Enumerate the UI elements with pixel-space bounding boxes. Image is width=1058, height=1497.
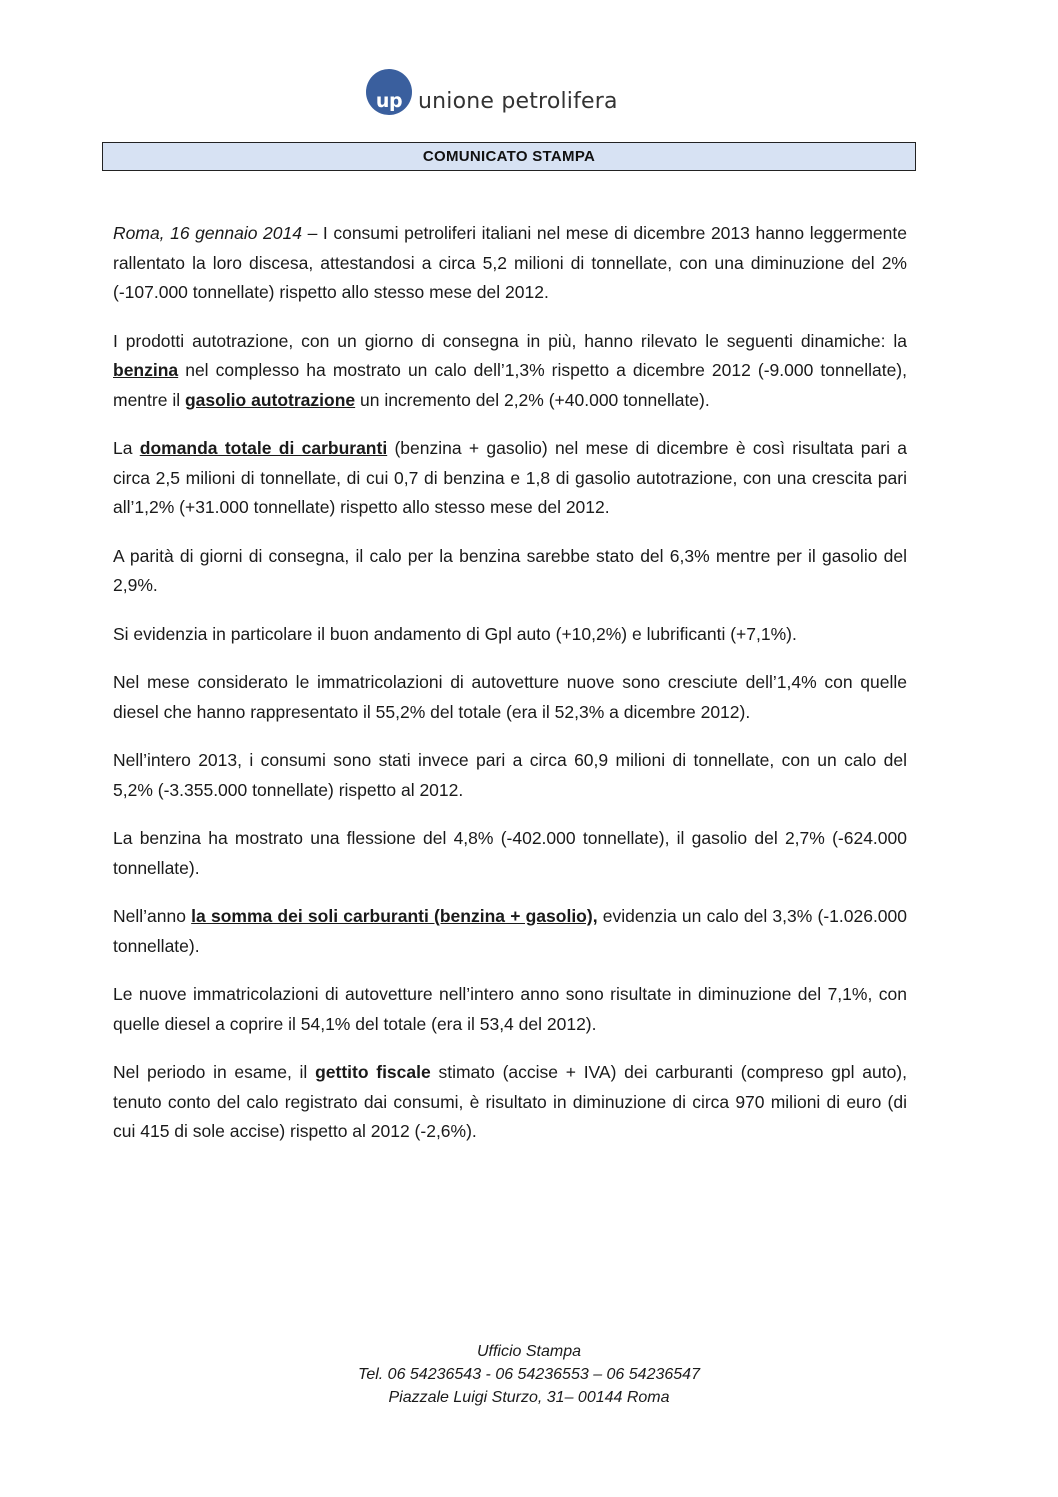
paragraph-1-text: – I consumi petroliferi italiani nel mese di dicembre 2013 hanno leggermente rallentato la loro discesa, attestandosi a circa 5,2 milioni di tonnellate, con una diminuzione del 2% (-107.000 tonnellate) rispetto allo stesso mese del 2012. xyxy=(113,223,907,302)
paragraph-5: Si evidenzia in particolare il buon andamento di Gpl auto (+10,2%) e lubrificanti (+7,1%). xyxy=(113,623,797,644)
paragraph-1 xyxy=(113,219,907,308)
press-release-body xyxy=(113,219,907,1166)
paragraph-3-text-a: La xyxy=(113,438,140,458)
paragraph-4: A parità di giorni di consegna, il calo per la benzina sarebbe stato del 6,3% mentre per il gasolio del 2,9%. xyxy=(113,545,907,595)
paragraph-3-text-b: (benzina + gasolio) nel mese di dicembre è così risultata pari a circa 2,5 milioni di tonnellate, di cui 0,7 di benzina e 1,8 di gasolio autotrazione, con una crescita pari all’1,2% (+31.000 tonnellate) rispetto allo stesso mese del 2012. xyxy=(113,438,907,517)
press-release-banner: COMUNICATO STAMPA xyxy=(102,142,916,171)
paragraph-10: Le nuove immatricolazioni di autovetture nell’intero anno sono risultate in diminuzione del 7,1%, con quelle diesel a coprire il 54,1% del totale (era il 53,4 del 2012). xyxy=(113,984,907,1034)
footer-phones: Tel. 06 54236543 - 06 54236553 – 06 54236547 xyxy=(358,1366,700,1383)
highlight-somma-carburanti: la somma dei soli carburanti (benzina + gasolio), xyxy=(191,906,598,926)
press-office-footer xyxy=(0,1340,1058,1409)
paragraph-6: Nel mese considerato le immatricolazioni di autovetture nuove sono cresciute dell’1,4% con quelle diesel che hanno rappresentato il 55,2% del totale (era il 52,3% a dicembre 2012). xyxy=(113,672,907,722)
dateline: Roma, 16 gennaio 2014 xyxy=(113,223,302,243)
paragraph-11-text-a: Nel periodo in esame, il xyxy=(113,1062,316,1082)
paragraph-3 xyxy=(113,434,907,523)
logo-wordmark: unione petrolifera xyxy=(418,88,618,114)
paragraph-2 xyxy=(113,327,907,416)
paragraph-8: La benzina ha mostrato una flessione del 4,8% (-402.000 tonnellate), il gasolio del 2,7% (-624.000 tonnellate). xyxy=(113,828,907,878)
logo-mark-text: up xyxy=(375,90,403,112)
paragraph-9-text-a: Nell’anno xyxy=(113,906,192,926)
paragraph-2-text-a: I prodotti autotrazione, con un giorno di consegna in più, hanno rilevato le seguenti dinamiche: la xyxy=(113,330,907,351)
highlight-benzina: benzina xyxy=(113,360,179,380)
footer-address: Piazzale Luigi Sturzo, 31– 00144 Roma xyxy=(388,1389,670,1406)
footer-office: Ufficio Stampa xyxy=(476,1343,582,1360)
paragraph-2-text-b: nel complesso ha mostrato un calo dell’1,3% rispetto a dicembre 2012 (-9.000 tonnellate), mentre il xyxy=(113,360,907,410)
paragraph-7: Nell’intero 2013, i consumi sono stati invece pari a circa 60,9 milioni di tonnellate, con un calo del 5,2% (-3.355.000 tonnellate) rispetto al 2012. xyxy=(113,750,907,800)
unione-petrolifera-logo xyxy=(366,66,618,118)
paragraph-2-text-c: un incremento del 2,2% (+40.000 tonnellate). xyxy=(355,389,710,410)
paragraph-9 xyxy=(113,902,907,961)
highlight-domanda-totale: domanda totale di carburanti xyxy=(139,438,388,458)
up-logo-mark xyxy=(366,69,412,115)
paragraph-9-text-b: evidenzia un calo del 3,3% (-1.026.000 tonnellate). xyxy=(113,906,908,956)
highlight-gettito-fiscale: gettito fiscale xyxy=(315,1062,431,1082)
paragraph-11 xyxy=(113,1058,907,1147)
paragraph-11-text-b: stimato (accise + IVA) dei carburanti (compreso gpl auto), tenuto conto del calo registrato dai consumi, è risultato in diminuzione di circa 970 milioni di euro (di cui 415 di sole accise) rispetto al 2012 (-2,6%). xyxy=(113,1062,907,1141)
highlight-gasolio-autotrazione: gasolio autotrazione xyxy=(184,389,356,410)
